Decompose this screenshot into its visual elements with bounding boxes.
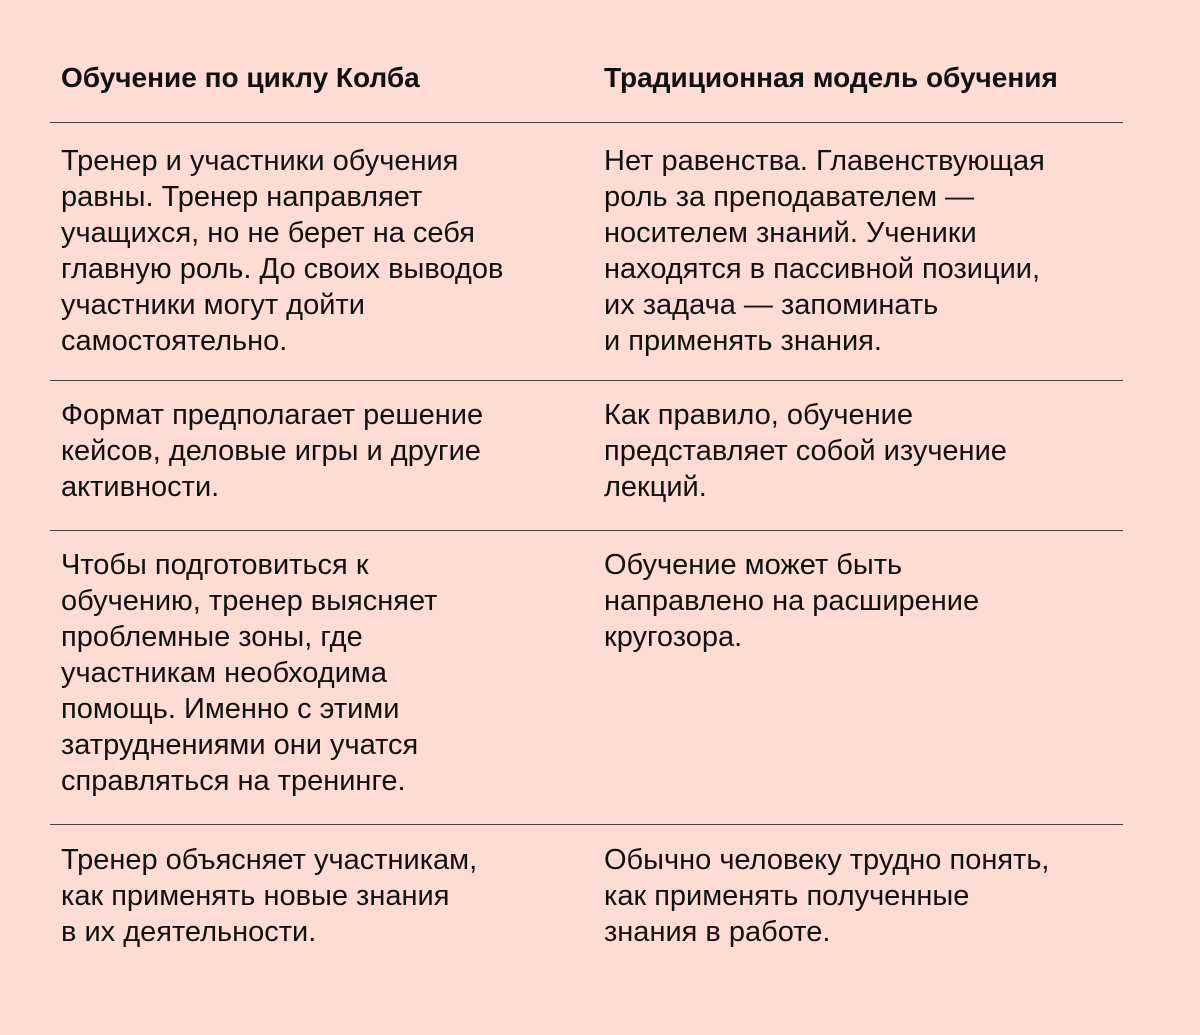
table-row <box>50 123 1123 381</box>
cell-traditional: Обучение может быть направлено на расширение кругозора. <box>604 549 980 653</box>
cell-kolb: Тренер объясняет участникам, как применять новые знания в их деятельности. <box>61 844 478 948</box>
cell-traditional: Нет равенства. Главенствующая роль за преподавателем — носителем знаний. Ученики находятся в пассивной позиции, их задача — запоминать и применять знания. <box>604 145 1045 357</box>
header-kolb-cycle: Обучение по циклу Колба <box>61 62 420 93</box>
cell-traditional: Обычно человеку трудно понять, как применять полученные знания в работе. <box>604 844 1050 948</box>
cell-kolb: Тренер и участники обучения равны. Тренер направляет учащихся, но не берет на себя главную роль. До своих выводов участники могут дойти самостоятельно. <box>61 145 504 357</box>
cell-traditional: Как правило, обучение представляет собой изучение лекций. <box>604 399 1007 503</box>
table-row <box>50 531 1123 825</box>
header-traditional-model: Традиционная модель обучения <box>604 62 1058 93</box>
cell-kolb: Формат предполагает решение кейсов, деловые игры и другие активности. <box>61 399 484 503</box>
cell-kolb: Чтобы подготовиться к обучению, тренер выясняет проблемные зоны, где участникам необходима помощь. Именно с этими затруднениями они учатся справляться на тренинге. <box>61 549 438 797</box>
table-row <box>50 825 1123 1025</box>
table-row <box>50 381 1123 531</box>
comparison-table <box>50 0 1123 1025</box>
table-header <box>50 0 1123 123</box>
